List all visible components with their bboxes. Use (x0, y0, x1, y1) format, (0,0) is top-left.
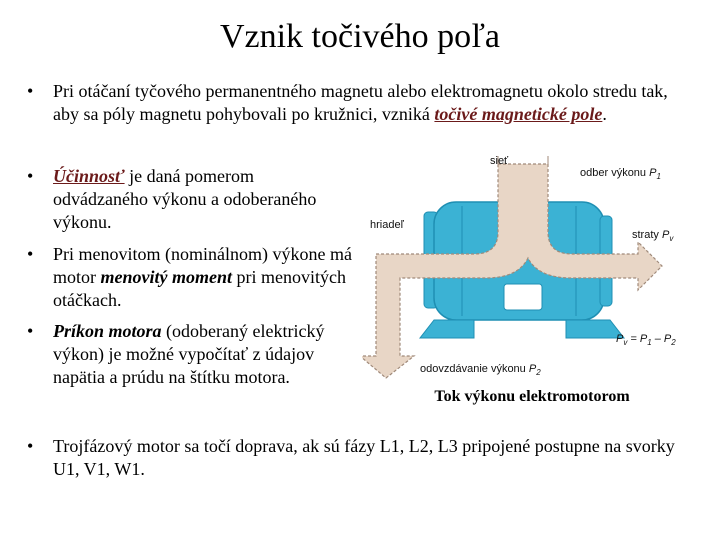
formula-minus: – (651, 333, 664, 345)
label-odvod-text: odovzdávanie výkonu (420, 363, 526, 375)
label-straty-symbol: P (661, 229, 670, 241)
emphasis-rotating-field: točivé magnetické pole (434, 104, 603, 124)
label-odvod-symbol: P (528, 363, 537, 375)
bullet-efficiency (27, 165, 353, 234)
bullet-dot: • (27, 321, 34, 341)
bullet-end: . (602, 104, 607, 124)
label-odber-text: odber výkonu (580, 167, 647, 179)
label-odvod-sub: 2 (536, 368, 541, 377)
formula-a: P (616, 333, 624, 345)
emphasis-input-power: Príkon motora (53, 321, 162, 341)
bullet-dot: • (27, 244, 34, 264)
bullet-nominal-power (27, 243, 353, 312)
bullet-text: (odoberaný elektrický výkon) je možné vypočítať z údajov napätia a prúdu na štítku motora. (53, 321, 325, 387)
label-straty-sub: v (669, 234, 674, 243)
label-straty (632, 229, 674, 243)
power-flow-diagram (362, 150, 702, 386)
label-odber (580, 167, 661, 181)
bullet-input-power (27, 320, 353, 389)
formula-a-sub: v (623, 338, 628, 347)
emphasis-nominal-torque: menovitý moment (100, 267, 232, 287)
formula-c-sub: 2 (671, 338, 676, 347)
bullet-rotating-field (27, 80, 683, 126)
bullet-dot: • (27, 166, 34, 186)
label-odvod (420, 363, 541, 377)
bullet-dot: • (27, 81, 34, 101)
bullet-dot: • (27, 436, 34, 456)
label-hriadel: hriadeľ (370, 219, 404, 231)
bullet-three-phase (27, 435, 693, 481)
formula-eq: = (627, 333, 640, 345)
label-straty-text: straty (632, 229, 659, 241)
bullet-text: Trojfázový motor sa točí doprava, ak sú fázy L1, L2, L3 pripojené postupne na svorky U1, V1, W1. (53, 436, 675, 479)
label-odber-sub: 1 (656, 172, 661, 181)
bullet-end: pri menovitých otáčkach. (53, 267, 346, 310)
bullet-text: Pri menovitom (nominálnom) výkone má motor (53, 244, 352, 287)
diagram-caption: Tok výkonu elektromotorom (434, 388, 630, 405)
bullet-text: Pri otáčaní tyčového permanentného magnetu alebo elektromagnetu okolo stredu tak, aby sa póly magnetu pohybovali po kružnici, vzniká (53, 81, 668, 124)
formula-b: P (639, 333, 648, 345)
label-formula (616, 333, 676, 347)
bullet-text: je daná pomerom odvádzaného výkonu a odoberaného výkonu. (53, 166, 317, 232)
emphasis-efficiency: Účinnosť (53, 166, 125, 186)
label-siet: sieť (490, 155, 509, 167)
formula-c: P (663, 333, 672, 345)
page-title: Vznik točivého poľa (219, 18, 501, 55)
label-odber-symbol: P (649, 167, 657, 179)
formula-b-sub: 1 (647, 338, 652, 347)
